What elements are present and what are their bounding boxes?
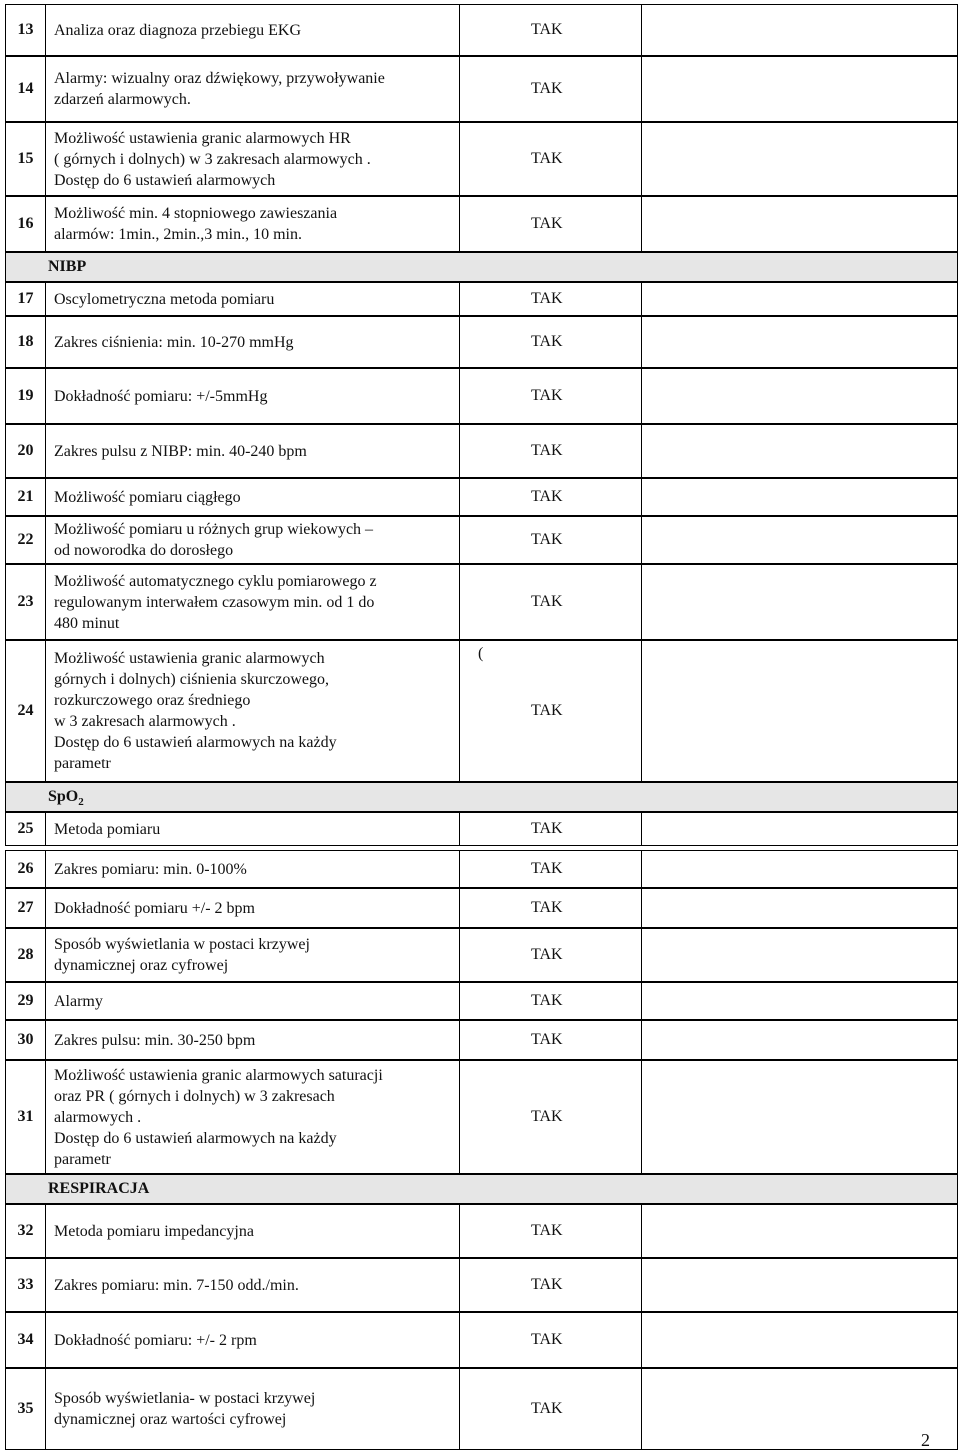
row-description <box>45 424 459 478</box>
row-number: 19 <box>5 368 45 424</box>
description-line: Możliwość pomiaru u różnych grup wiekowych – <box>54 521 374 538</box>
offered-value-cell <box>641 982 958 1020</box>
row-description <box>45 122 459 196</box>
row-description <box>45 812 459 846</box>
offered-value-cell <box>641 1312 958 1368</box>
description-line: Alarmy: wizualny oraz dźwiękowy, przywoływanie <box>54 70 385 87</box>
offered-value-cell <box>641 4 958 56</box>
section-title: RESPIRACJA <box>48 1180 150 1197</box>
required-value: TAK <box>459 1020 641 1060</box>
section-title: SpO$_2$ <box>48 788 84 808</box>
description-line: Dostęp do 6 ustawień alarmowych na każdy <box>54 1129 337 1147</box>
description-line: Możliwość min. 4 stopniowego zawieszania <box>54 205 338 222</box>
row-number: 13 <box>5 4 45 56</box>
offered-value-cell <box>641 122 958 196</box>
required-value: TAK <box>459 368 641 424</box>
required-value: TAK <box>459 928 641 982</box>
table-row <box>5 564 958 640</box>
offered-value-cell <box>641 1368 958 1450</box>
required-value: TAK <box>459 56 641 122</box>
page-number: 2 <box>921 1430 930 1450</box>
row-description <box>45 478 459 516</box>
required-value: TAK <box>459 1060 641 1174</box>
table-row <box>5 982 958 1020</box>
description-line: Oscylometryczna metoda pomiaru <box>54 290 275 308</box>
row-number: 22 <box>5 516 45 564</box>
row-description <box>45 1312 459 1368</box>
description-line: Dostęp do 6 ustawień alarmowych <box>54 171 276 189</box>
row-number: 34 <box>5 1312 45 1368</box>
row-description <box>45 850 459 888</box>
description-line: Dokładność pomiaru +/- 2 bpm <box>54 899 255 917</box>
required-value: TAK <box>459 424 641 478</box>
offered-value-cell <box>641 424 958 478</box>
table-row <box>5 1060 958 1174</box>
row-description <box>45 928 459 982</box>
row-number: 16 <box>5 196 45 252</box>
description-line: Sposób wyświetlania- w postaci krzywej <box>54 1390 316 1407</box>
offered-value-cell <box>641 888 958 928</box>
row-number: 20 <box>5 424 45 478</box>
description-line: alarmów: 1min., 2min.,3 min., 10 min. <box>54 226 302 243</box>
table-row <box>5 424 958 478</box>
description-line: Dokładność pomiaru: +/- 2 rpm <box>54 1331 257 1349</box>
row-number: 15 <box>5 122 45 196</box>
row-description <box>45 196 459 252</box>
description-line: oraz PR ( górnych i dolnych) w 3 zakresach <box>54 1087 335 1105</box>
description-line: 480 minut <box>54 614 120 632</box>
table-row <box>5 1258 958 1312</box>
required-value: TAK <box>459 640 641 782</box>
row-number: 27 <box>5 888 45 928</box>
required-value: TAK <box>459 478 641 516</box>
description-line: w 3 zakresach alarmowych . <box>54 713 236 730</box>
offered-value-cell <box>641 368 958 424</box>
row-description <box>45 640 484 782</box>
row-number: 32 <box>5 1204 45 1258</box>
offered-value-cell <box>641 196 958 252</box>
offered-value-cell <box>641 1060 958 1174</box>
description-line: parametr <box>54 755 111 772</box>
table-row <box>5 4 958 56</box>
description-line: dynamicznej oraz wartości cyfrowej <box>54 1411 287 1428</box>
offered-value-cell <box>641 282 958 316</box>
row-number: 25 <box>5 812 45 846</box>
row-description <box>45 516 459 564</box>
required-value: TAK <box>459 122 641 196</box>
required-value: TAK <box>459 196 641 252</box>
row-number: 33 <box>5 1258 45 1312</box>
offered-value-cell <box>641 1204 958 1258</box>
description-line: górnych i dolnych) ciśnienia skurczowego, <box>54 671 330 688</box>
description-line: od noworodka do dorosłego <box>54 542 234 559</box>
row-number: 23 <box>5 564 45 640</box>
row-description <box>45 1204 459 1258</box>
table-row <box>5 850 958 888</box>
table-row <box>5 1368 958 1450</box>
table-row <box>5 478 958 516</box>
description-line: Alarmy <box>54 992 103 1010</box>
section-header-spo2 <box>5 782 958 812</box>
table-row <box>5 316 958 368</box>
required-value: TAK <box>459 1312 641 1368</box>
section-header-nibp <box>5 252 958 282</box>
description-line: Zakres pulsu: min. 30-250 bpm <box>54 1031 256 1049</box>
offered-value-cell <box>641 1258 958 1312</box>
description-line: Możliwość automatycznego cyklu pomiarowego z <box>54 572 377 590</box>
description-line: Zakres pulsu z NIBP: min. 40-240 bpm <box>54 442 307 460</box>
row-description <box>45 982 459 1020</box>
required-value: TAK <box>459 4 641 56</box>
row-description <box>45 368 459 424</box>
row-number: 17 <box>5 282 45 316</box>
table-row <box>5 812 958 846</box>
section-title: NIBP <box>48 258 87 275</box>
table-row <box>5 888 958 928</box>
offered-value-cell <box>641 850 958 888</box>
required-value: TAK <box>459 316 641 368</box>
description-line: Zakres pomiaru: min. 0-100% <box>54 860 247 878</box>
row-description <box>45 564 459 640</box>
row-number: 21 <box>5 478 45 516</box>
table-row <box>5 368 958 424</box>
description-line: Możliwość pomiaru ciągłego <box>54 488 241 506</box>
row-number: 28 <box>5 928 45 982</box>
required-value: TAK <box>459 516 641 564</box>
description-line: dynamicznej oraz cyfrowej <box>54 957 229 974</box>
row-description <box>45 1060 459 1174</box>
description-line: Zakres pomiaru: min. 7-150 odd./min. <box>54 1276 299 1294</box>
table-row <box>5 282 958 316</box>
description-line: parametr <box>54 1150 111 1168</box>
row-number: 14 <box>5 56 45 122</box>
table-row <box>5 640 958 782</box>
table-row <box>5 516 958 564</box>
row-description <box>45 4 459 56</box>
description-line: Analiza oraz diagnoza przebiegu EKG <box>54 21 301 39</box>
required-value: TAK <box>459 1204 641 1258</box>
row-description <box>45 282 459 316</box>
required-value: TAK <box>459 1368 641 1450</box>
offered-value-cell <box>641 928 958 982</box>
section-header-respiracja <box>5 1174 958 1204</box>
table-row <box>5 122 958 196</box>
required-value: TAK <box>459 812 641 846</box>
row-description <box>45 316 459 368</box>
description-line: Zakres ciśnienia: min. 10-270 mmHg <box>54 333 294 351</box>
table-row <box>5 928 958 982</box>
description-line: regulowanym interwałem czasowym min. od 1 do <box>54 593 375 611</box>
offered-value-cell <box>641 316 958 368</box>
row-description <box>45 888 459 928</box>
required-value: TAK <box>459 888 641 928</box>
table-row <box>5 1204 958 1258</box>
offered-value-cell <box>641 478 958 516</box>
description-line: Możliwość ustawienia granic alarmowych saturacji <box>54 1066 383 1084</box>
description-line: Dokładność pomiaru: +/-5mmHg <box>54 387 268 405</box>
required-value: TAK <box>459 282 641 316</box>
row-number: 30 <box>5 1020 45 1060</box>
description-line: Sposób wyświetlania w postaci krzywej <box>54 936 310 953</box>
table-row <box>5 1312 958 1368</box>
table-row <box>5 1020 958 1060</box>
row-number: 24 <box>5 640 45 782</box>
description-line: Metoda pomiaru <box>54 820 161 838</box>
required-value: TAK <box>459 1258 641 1312</box>
description-line: zdarzeń alarmowych. <box>54 91 191 108</box>
row-description <box>45 56 459 122</box>
row-number: 29 <box>5 982 45 1020</box>
row-number: 35 <box>5 1368 45 1450</box>
offered-value-cell <box>641 640 958 782</box>
row-number: 18 <box>5 316 45 368</box>
row-description <box>45 1368 459 1450</box>
open-paren: ( <box>478 645 484 662</box>
required-value: TAK <box>459 564 641 640</box>
offered-value-cell <box>641 56 958 122</box>
required-value: TAK <box>459 850 641 888</box>
offered-value-cell <box>641 516 958 564</box>
row-description <box>45 1020 459 1060</box>
description-line: Metoda pomiaru impedancyjna <box>54 1222 254 1240</box>
description-line: rozkurczowego oraz średniego <box>54 692 251 709</box>
description-line: Możliwość ustawienia granic alarmowych HR <box>54 129 351 147</box>
offered-value-cell <box>641 1020 958 1060</box>
row-number: 31 <box>5 1060 45 1174</box>
description-line: ( górnych i dolnych) w 3 zakresach alarmowych . <box>54 150 371 168</box>
offered-value-cell <box>641 812 958 846</box>
offered-value-cell <box>641 564 958 640</box>
description-line: Możliwość ustawienia granic alarmowych <box>54 650 325 667</box>
description-line: Dostęp do 6 ustawień alarmowych na każdy <box>54 734 337 751</box>
required-value: TAK <box>459 982 641 1020</box>
description-line: alarmowych . <box>54 1108 142 1126</box>
row-number: 26 <box>5 850 45 888</box>
row-description <box>45 1258 459 1312</box>
table-row <box>5 56 958 122</box>
table-row <box>5 196 958 252</box>
